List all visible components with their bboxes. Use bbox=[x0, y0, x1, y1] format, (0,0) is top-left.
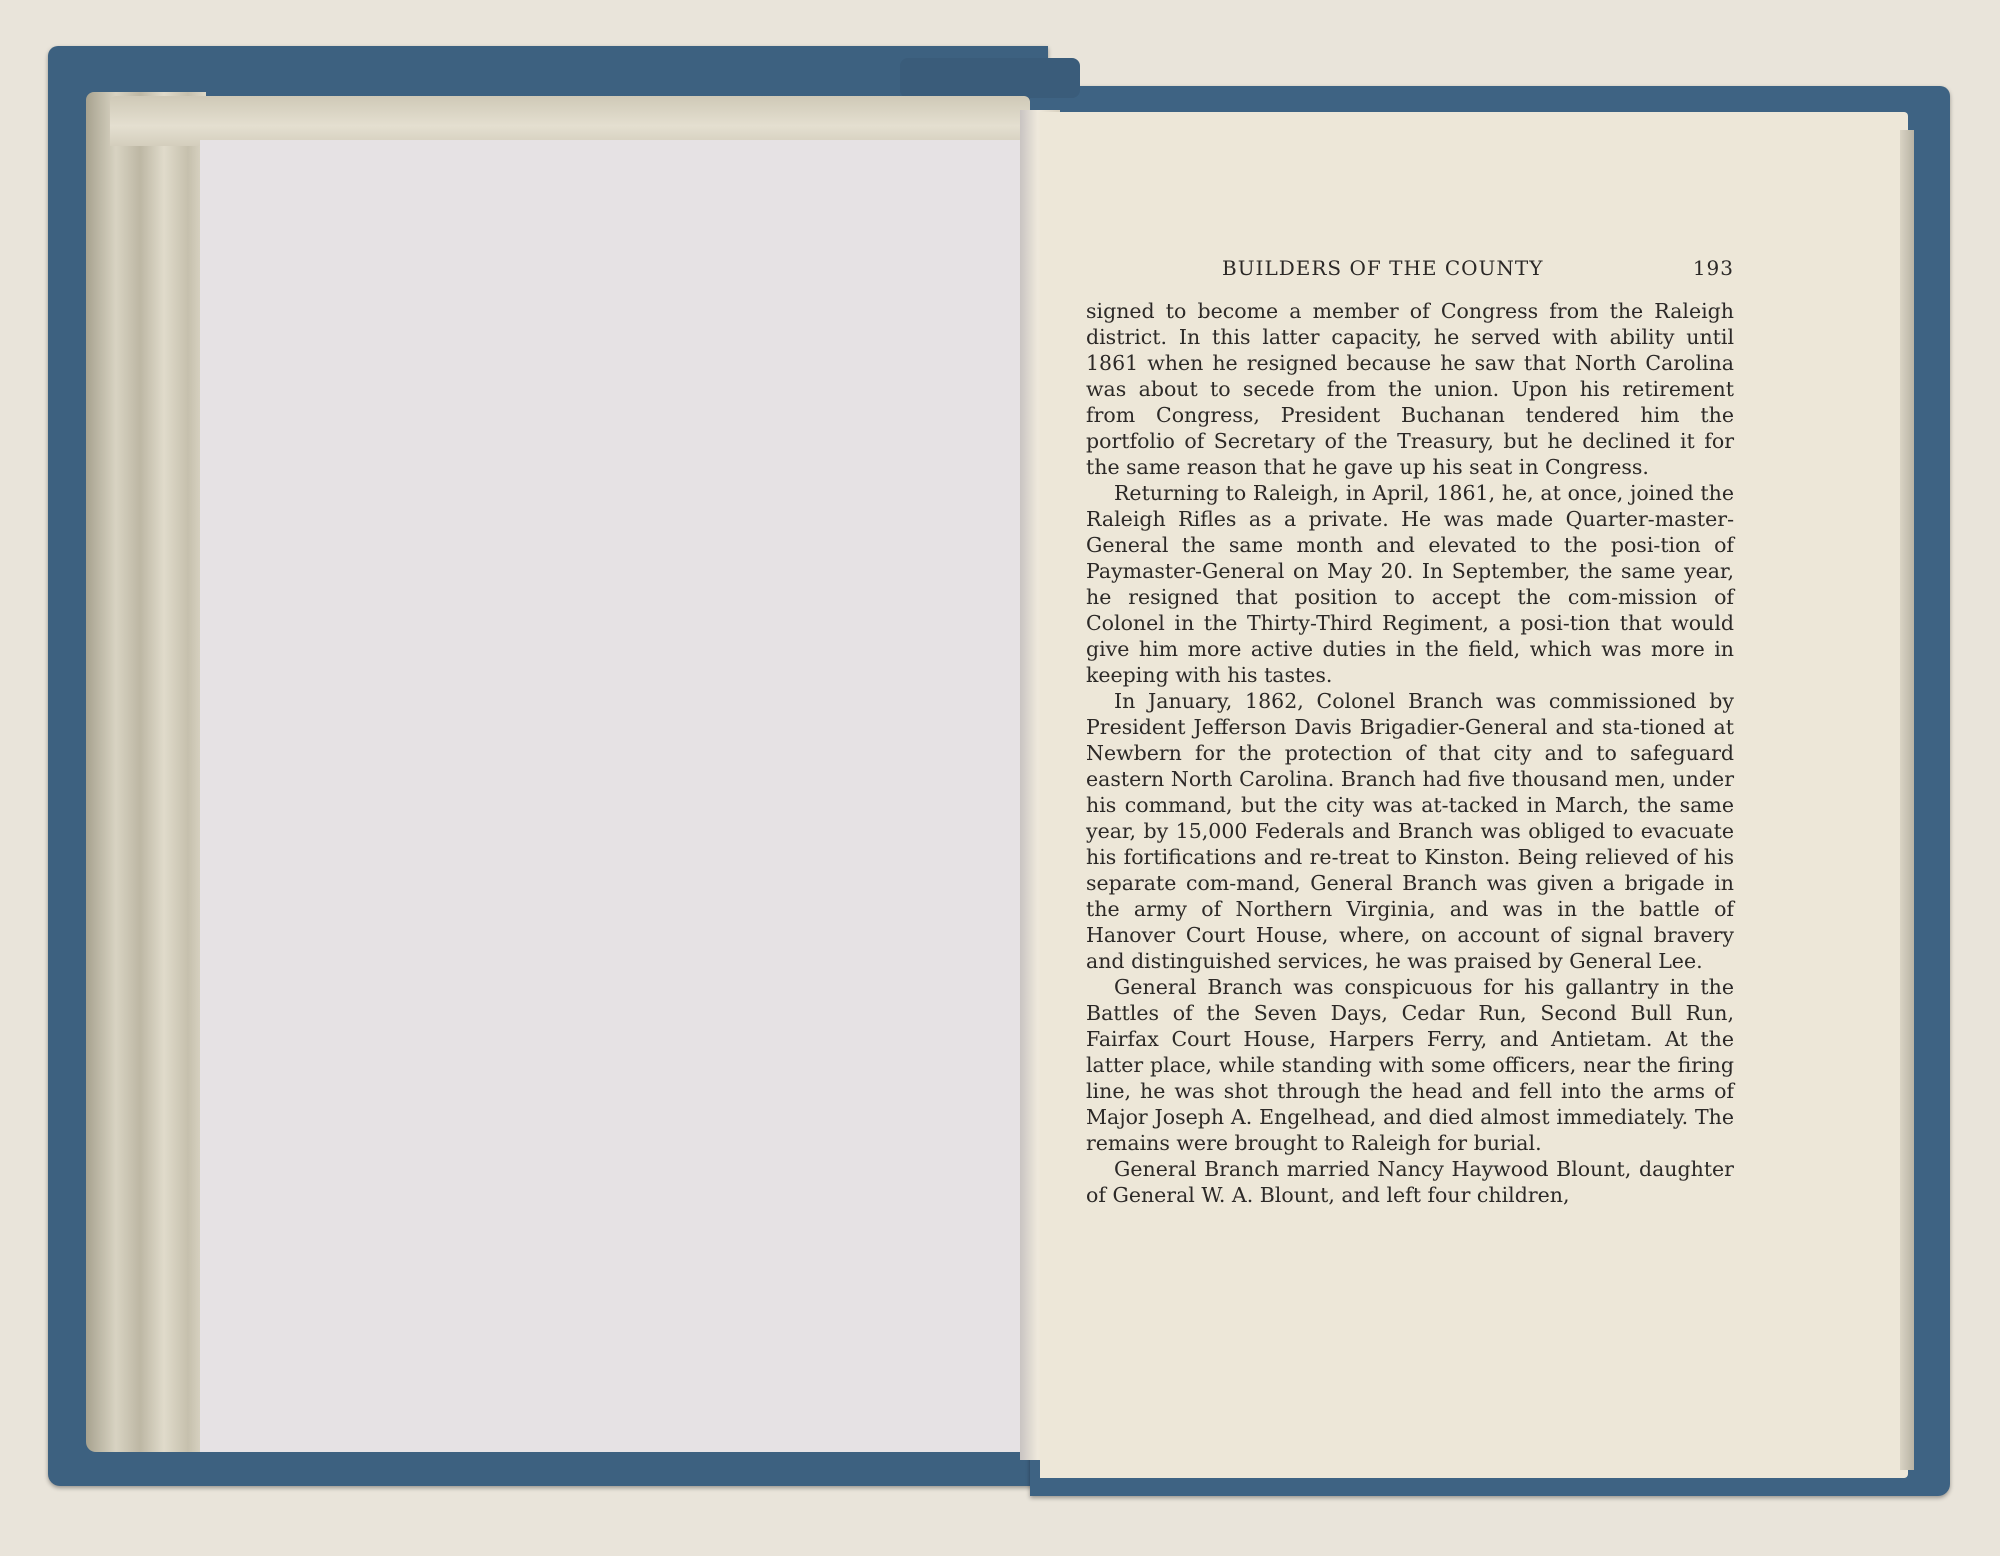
book-spine bbox=[900, 58, 1080, 98]
page-body bbox=[1086, 298, 1734, 1208]
paragraph: signed to become a member of Congress from the Raleigh district. In this latter capacity, he served with ability until 1861 when he resigned because he saw that North Carolina was about to secede from the union. Upon his retirement from Congress, President Buchanan tendered him the portfolio of Secretary of the Treasury, but he declined it for the same reason that he gave up his seat in Congress. bbox=[1086, 299, 1734, 479]
page-number: 193 bbox=[1692, 256, 1734, 280]
blank-left-page bbox=[200, 140, 1035, 1452]
paragraph: In January, 1862, Colonel Branch was commissioned by President Jefferson Davis Brigadier-General and sta-tioned at Newbern for the protection of that city and to safeguard eastern North Carolina. Branch had five thousand men, under his command, but the city was at-tacked in March, the same year, by 15,000 Federals and Branch was obliged to evacuate his fortifications and re-treat to Kinston. Being relieved of his separate com-mand, General Branch was given a brigade in the army of Northern Virginia, and was in the battle of Hanover Court House, where, on account of signal bravery and distinguished services, he was praised by General Lee. bbox=[1086, 689, 1734, 973]
running-head-title: BUILDERS OF THE COUNTY bbox=[1222, 256, 1544, 280]
running-head bbox=[1086, 256, 1734, 280]
page-block-top bbox=[110, 96, 1030, 146]
paragraph: General Branch married Nancy Haywood Blount, daughter of General W. A. Blount, and left four children, bbox=[1086, 1157, 1734, 1207]
right-page-edge bbox=[1900, 130, 1914, 1470]
paragraph: General Branch was conspicuous for his gallantry in the Battles of the Seven Days, Cedar Run, Second Bull Run, Fairfax Court House, Harpers Ferry, and Antietam. At the latter place, while standing with some officers, near the firing line, he was shot through the head and fell into the arms of Major Joseph A. Engelhead, and died almost immediately. The remains were brought to Raleigh for burial. bbox=[1086, 975, 1734, 1155]
page-block-edge bbox=[86, 92, 206, 1452]
paragraph: Returning to Raleigh, in April, 1861, he, at once, joined the Raleigh Rifles as a private. He was made Quarter-master-General the same month and elevated to the posi-tion of Paymaster-General on May 20. In September, the same year, he resigned that position to accept the com-mission of Colonel in the Thirty-Third Regiment, a posi-tion that would give him more active duties in the field, which was more in keeping with his tastes. bbox=[1086, 481, 1734, 687]
